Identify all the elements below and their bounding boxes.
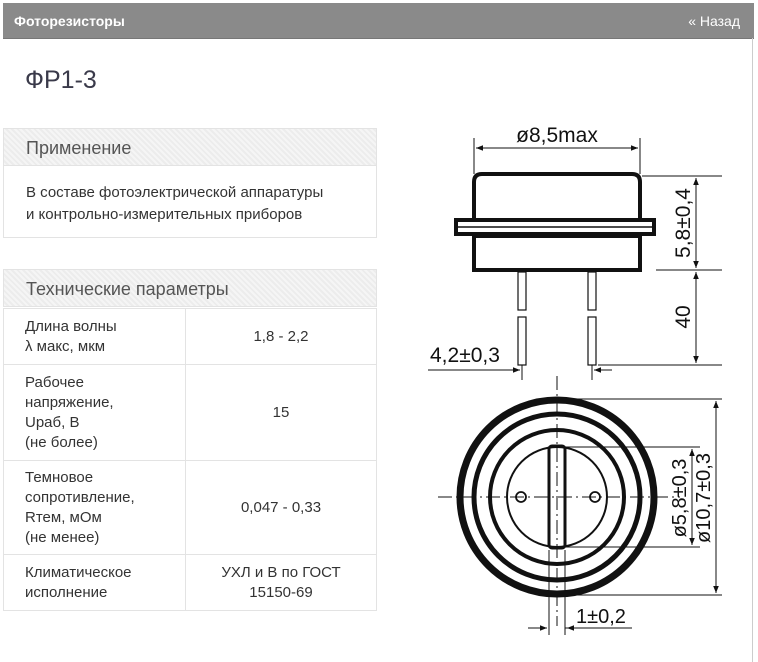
dim-leads-label: 40 bbox=[672, 305, 695, 329]
specs-heading-block bbox=[3, 269, 377, 307]
back-link[interactable]: « Назад bbox=[688, 13, 740, 29]
table-row bbox=[4, 309, 377, 365]
application-heading-block bbox=[3, 128, 377, 166]
dim-gap-label: 1±0,2 bbox=[576, 606, 626, 628]
dim-inner-dia-label: ø5,8±0,3 bbox=[669, 458, 691, 538]
frame-border bbox=[752, 38, 753, 662]
application-line-2: и контрольно-измерительных приборов bbox=[26, 206, 303, 223]
section-title: Фоторезисторы bbox=[14, 13, 125, 29]
spec-value: УХЛ и В по ГОСТ 15150-69 bbox=[186, 555, 377, 611]
page-title: ФР1-3 bbox=[25, 66, 97, 94]
spec-value: 1,8 - 2,2 bbox=[186, 309, 377, 365]
dim-outer-dia-label: ø10,7±0,3 bbox=[693, 453, 715, 543]
application-text-block bbox=[3, 166, 377, 238]
dim-width-label: ø8,5max bbox=[516, 124, 598, 147]
spec-label: Длина волны λ макс, мкм bbox=[4, 309, 186, 365]
section-header bbox=[0, 0, 758, 42]
spec-value: 15 bbox=[186, 365, 377, 461]
spec-value: 0,047 - 0,33 bbox=[186, 461, 377, 555]
photoresistor-drawing bbox=[400, 110, 730, 640]
dim-height-label: 5,8±0,4 bbox=[672, 188, 695, 258]
spec-label: Климатическое исполнение bbox=[4, 555, 186, 611]
specs-table bbox=[3, 308, 377, 611]
application-text bbox=[26, 182, 323, 226]
spec-label: Рабочее напряжение, Uраб, В (не более) bbox=[4, 365, 186, 461]
application-line-1: В составе фотоэлектрической аппаратуры bbox=[26, 184, 324, 201]
table-row bbox=[4, 365, 377, 461]
application-heading: Применение bbox=[26, 138, 132, 158]
specs-heading: Технические параметры bbox=[26, 279, 229, 299]
table-row bbox=[4, 555, 377, 611]
spec-label: Темновое сопротивление, Rтем, мОм (не менее) bbox=[4, 461, 186, 555]
section-header-bar bbox=[3, 3, 754, 39]
dim-pitch-label: 4,2±0,3 bbox=[430, 344, 500, 367]
table-row bbox=[4, 461, 377, 555]
